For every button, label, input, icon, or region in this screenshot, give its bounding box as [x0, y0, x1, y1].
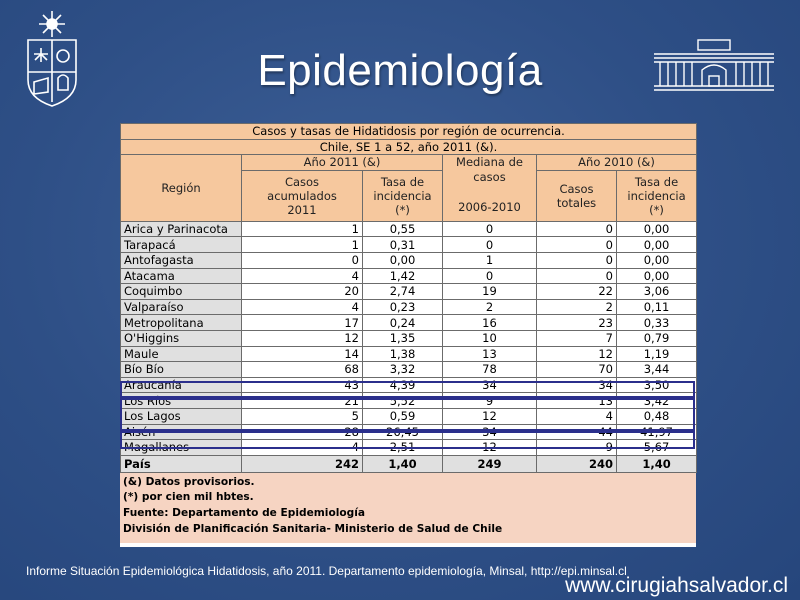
total-region: País — [121, 455, 242, 472]
cases-2011-cell: 20 — [242, 284, 363, 300]
region-cell: Los Lagos — [121, 408, 242, 424]
note-provisional: (&) Datos provisorios. — [123, 475, 255, 488]
cases-2010-cell: 4 — [537, 408, 617, 424]
header-cases-total — [537, 170, 617, 221]
table-row — [121, 362, 697, 378]
header-cases-acc-1: Casos — [284, 174, 320, 189]
header-cases-accumulated — [242, 170, 363, 221]
note-source: Fuente: Departamento de Epidemiología — [123, 507, 365, 520]
header-rate10-3: (*) — [649, 202, 664, 217]
note-division: División de Planificación Sanitaria- Ministerio de Salud de Chile — [123, 523, 503, 536]
rate-2011-cell: 26,45 — [363, 424, 443, 440]
median-cell: 1 — [443, 252, 537, 268]
cases-2011-cell: 12 — [242, 330, 363, 346]
rate-2011-cell: 0,55 — [363, 221, 443, 237]
rate-2011-cell: 1,35 — [363, 330, 443, 346]
cases-2011-cell: 14 — [242, 346, 363, 362]
source-footnote: Informe Situación Epidemiológica Hidatidosis, año 2011. Departamento epidemiología, Minsal, http://epi.minsal.cl — [26, 564, 627, 578]
table-row — [121, 315, 697, 331]
cases-2010-cell: 2 — [537, 299, 617, 315]
region-cell: Aisén — [121, 424, 242, 440]
median-cell: 34 — [443, 377, 537, 393]
rate-2011-cell: 1,42 — [363, 268, 443, 284]
median-cell: 0 — [443, 268, 537, 284]
region-cell: Valparaíso — [121, 299, 242, 315]
rate-2011-cell: 1,38 — [363, 346, 443, 362]
cases-2010-cell: 0 — [537, 252, 617, 268]
median-cell: 34 — [443, 424, 537, 440]
table-caption-line2: Chile, SE 1 a 52, año 2011 (&). — [121, 139, 697, 155]
rate-2010-cell: 0,00 — [617, 268, 697, 284]
cases-2011-cell: 4 — [242, 268, 363, 284]
header-median — [443, 155, 537, 222]
region-cell: Maule — [121, 346, 242, 362]
highlight-box-aisen — [120, 431, 695, 449]
region-cell: Tarapacá — [121, 237, 242, 253]
cases-2011-cell: 1 — [242, 237, 363, 253]
note-per-100k: (*) por cien mil hbtes. — [123, 491, 254, 504]
median-cell: 19 — [443, 284, 537, 300]
rate-2011-cell: 4,39 — [363, 377, 443, 393]
region-cell: Antofagasta — [121, 252, 242, 268]
rate-2010-cell: 41,97 — [617, 424, 697, 440]
median-cell: 10 — [443, 330, 537, 346]
rate-2010-cell: 3,06 — [617, 284, 697, 300]
cases-2010-cell: 9 — [537, 440, 617, 456]
rate-2010-cell: 0,00 — [617, 237, 697, 253]
header-cases-tot-1: Casos — [559, 181, 594, 196]
region-cell: Metropolitana — [121, 315, 242, 331]
cases-2011-cell: 4 — [242, 440, 363, 456]
cases-2010-cell: 22 — [537, 284, 617, 300]
region-cell: Arica y Parinacota — [121, 221, 242, 237]
cases-2011-cell: 21 — [242, 393, 363, 409]
rate-2011-cell: 0,59 — [363, 408, 443, 424]
total-rate-2010: 1,40 — [617, 455, 697, 472]
table-row — [121, 221, 697, 237]
header-rate-2010 — [617, 170, 697, 221]
header-rate-2011 — [363, 170, 443, 221]
cases-2010-cell: 0 — [537, 221, 617, 237]
header-cases-acc-2: acumulados — [267, 188, 337, 203]
rate-2010-cell: 0,11 — [617, 299, 697, 315]
table-row — [121, 252, 697, 268]
total-cases-2011: 242 — [242, 455, 363, 472]
median-cell: 16 — [443, 315, 537, 331]
median-cell: 78 — [443, 362, 537, 378]
header-rate-1: Tasa de — [380, 174, 425, 189]
cases-2010-cell: 0 — [537, 268, 617, 284]
rate-2011-cell: 5,52 — [363, 393, 443, 409]
website-url: www.cirugiahsalvador.cl — [565, 574, 788, 597]
header-region: Región — [121, 155, 242, 222]
rate-2010-cell: 0,00 — [617, 221, 697, 237]
rate-2010-cell: 1,19 — [617, 346, 697, 362]
total-cases-2010: 240 — [537, 455, 617, 472]
rate-2011-cell: 3,32 — [363, 362, 443, 378]
header-year-2011: Año 2011 (&) — [242, 155, 443, 171]
header-median-line2: casos — [473, 170, 506, 185]
cases-2010-cell: 13 — [537, 393, 617, 409]
header-rate-2: incidencia — [373, 188, 432, 203]
median-cell: 13 — [443, 346, 537, 362]
median-cell: 0 — [443, 237, 537, 253]
region-cell: Araucanía — [121, 377, 242, 393]
data-table-panel — [120, 123, 696, 547]
median-cell: 0 — [443, 221, 537, 237]
header-rate10-1: Tasa de — [634, 174, 679, 189]
median-cell: 12 — [443, 440, 537, 456]
total-rate-2011: 1,40 — [363, 455, 443, 472]
rate-2010-cell: 5,67 — [617, 440, 697, 456]
table-row — [121, 330, 697, 346]
median-cell: 2 — [443, 299, 537, 315]
cases-2011-cell: 4 — [242, 299, 363, 315]
table-row — [121, 346, 697, 362]
cases-2011-cell: 1 — [242, 221, 363, 237]
cases-2010-cell: 34 — [537, 377, 617, 393]
header-cases-tot-2: totales — [556, 195, 597, 210]
rate-2010-cell: 0,79 — [617, 330, 697, 346]
cases-2010-cell: 44 — [537, 424, 617, 440]
cases-2011-cell: 0 — [242, 252, 363, 268]
cases-2011-cell: 68 — [242, 362, 363, 378]
median-cell: 12 — [443, 408, 537, 424]
header-median-line3: 2006-2010 — [458, 200, 521, 215]
region-cell: Bío Bío — [121, 362, 242, 378]
rate-2011-cell: 0,00 — [363, 252, 443, 268]
header-rate10-2: incidencia — [627, 188, 686, 203]
cases-2011-cell: 28 — [242, 424, 363, 440]
region-cell: Los Ríos — [121, 393, 242, 409]
cases-2011-cell: 5 — [242, 408, 363, 424]
table-row — [121, 268, 697, 284]
header-rate-3: (*) — [395, 202, 410, 217]
cases-2011-cell: 17 — [242, 315, 363, 331]
rate-2010-cell: 0,48 — [617, 408, 697, 424]
region-cell: Coquimbo — [121, 284, 242, 300]
highlight-box-araucania — [120, 381, 695, 398]
rate-2010-cell: 3,42 — [617, 393, 697, 409]
table-row — [121, 284, 697, 300]
rate-2011-cell: 0,23 — [363, 299, 443, 315]
highlight-box-los-rios — [120, 398, 695, 431]
cases-2010-cell: 12 — [537, 346, 617, 362]
header-median-line1: Mediana de — [456, 155, 523, 170]
region-cell: Atacama — [121, 268, 242, 284]
median-cell: 9 — [443, 393, 537, 409]
rate-2011-cell: 2,74 — [363, 284, 443, 300]
rate-2010-cell: 0,00 — [617, 252, 697, 268]
rate-2010-cell: 0,33 — [617, 315, 697, 331]
cases-2010-cell: 7 — [537, 330, 617, 346]
rate-2011-cell: 0,24 — [363, 315, 443, 331]
region-cell: O'Higgins — [121, 330, 242, 346]
table-caption-line1: Casos y tasas de Hidatidosis por región de ocurrencia. — [121, 124, 697, 140]
region-cell: Magallanes — [121, 440, 242, 456]
cases-2010-cell: 70 — [537, 362, 617, 378]
cases-2011-cell: 43 — [242, 377, 363, 393]
header-cases-acc-3: 2011 — [287, 202, 317, 217]
rate-2010-cell: 3,50 — [617, 377, 697, 393]
table-row-total — [121, 455, 697, 472]
total-median: 249 — [443, 455, 537, 472]
table-row — [121, 299, 697, 315]
rate-2010-cell: 3,44 — [617, 362, 697, 378]
cases-2010-cell: 0 — [537, 237, 617, 253]
slide-title: Epidemiología — [257, 46, 543, 95]
table-notes — [120, 473, 696, 543]
table-row — [121, 237, 697, 253]
rate-2011-cell: 0,31 — [363, 237, 443, 253]
header-year-2010: Año 2010 (&) — [537, 155, 697, 171]
cases-2010-cell: 23 — [537, 315, 617, 331]
rate-2011-cell: 2,51 — [363, 440, 443, 456]
